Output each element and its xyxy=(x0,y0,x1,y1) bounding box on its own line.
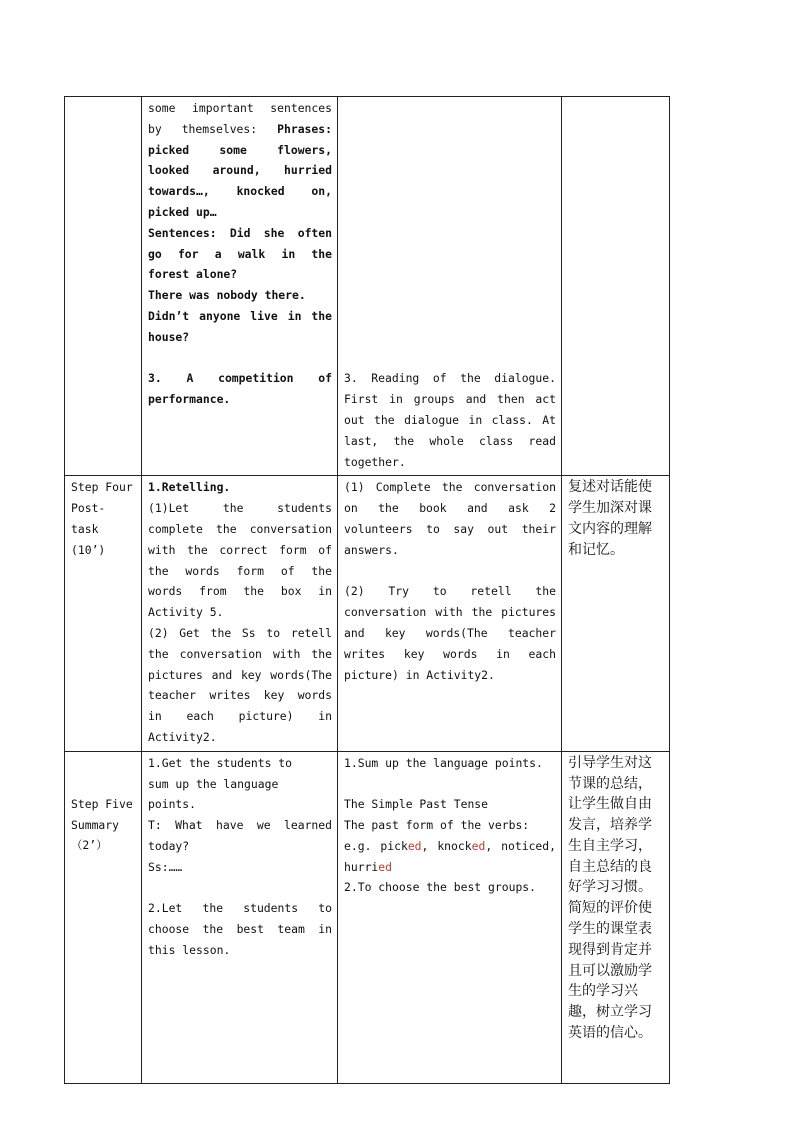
step-subtitle: Summary xyxy=(71,817,120,832)
purpose-cell xyxy=(562,97,670,476)
sentence-3: Didn’t anyone live in the house? xyxy=(148,308,332,344)
step-duration: （2’） xyxy=(71,838,108,853)
step-cell xyxy=(65,751,142,1083)
phrases-text: picked some flowers, looked around, hurried towards…, knocked on, picked up… xyxy=(148,142,332,219)
purpose-text: 简短的评价使学生的课堂表现得到肯定并且可以激励学生的学习兴趣，树立学习英语的信心。 xyxy=(568,900,652,1042)
step-subtitle: Post- xyxy=(71,501,106,516)
competition-item: 3. A competition of performance. xyxy=(148,371,332,407)
verb-suffix: ed xyxy=(407,838,422,853)
teacher-activity-cell xyxy=(142,751,338,1083)
lesson-plan-table xyxy=(64,96,670,1084)
step-cell xyxy=(65,97,142,476)
verb-stem: knock xyxy=(437,838,472,853)
student-activity-cell xyxy=(338,751,562,1083)
verb-knocked: knocked, xyxy=(437,838,493,853)
table-row xyxy=(65,476,670,751)
student-step-1: (1) Complete the conversation on the book and ask 2 volunteers to say out their answers. xyxy=(344,480,556,557)
verb-stem: pick xyxy=(380,838,408,853)
purpose-cell xyxy=(562,751,670,1083)
student-line: 1.Sum up the language points. xyxy=(344,755,543,770)
teacher-activity-cell xyxy=(142,97,338,476)
reading-dialogue-item: 3. Reading of the dialogue. First in groups and then act out the dialogue in class. At last, the whole class read together. xyxy=(344,371,556,469)
verb-text: noticed xyxy=(501,838,550,853)
table-row xyxy=(65,751,670,1083)
intro-text: some important sentences by themselves: xyxy=(148,101,332,136)
eg-label: e.g. xyxy=(344,838,372,853)
step-duration: (10’) xyxy=(71,542,106,557)
student-line: The past form of the verbs: xyxy=(344,818,530,833)
sentence-1: Did she often go for a walk in the forest alone? xyxy=(148,225,332,282)
teacher-step-1: (1)Let the students complete the conversation with the correct form of the words form of the words from the box in Activity 5. xyxy=(148,501,332,620)
sentences-label: Sentences: xyxy=(148,225,217,240)
verb-suffix: ed xyxy=(471,838,486,853)
student-activity-cell xyxy=(338,476,562,751)
table-row xyxy=(65,97,670,476)
teacher-line: sum up the language points. xyxy=(148,776,279,812)
verb-suffix: ed xyxy=(378,859,393,874)
grammar-topic: The Simple Past Tense xyxy=(344,797,489,812)
verb-examples xyxy=(344,836,556,878)
teacher-line: 1.Get the students to xyxy=(148,755,293,770)
step-subtitle: task xyxy=(71,521,99,536)
teacher-step-2: (2) Get the Ss to retell the conversation with the pictures and key words(The teacher writes key words in each picture) in Activity2. xyxy=(148,625,332,744)
student-activity-cell xyxy=(338,97,562,476)
teacher-question: T: What have we learned today? xyxy=(148,818,332,853)
verb-noticed: noticed, xyxy=(501,838,557,853)
teacher-intro xyxy=(148,98,332,223)
verb-hurried xyxy=(344,860,392,874)
teacher-step-2: 2.Let the students to choose the best team in this lesson. xyxy=(148,901,332,957)
teacher-activity-cell xyxy=(142,476,338,751)
verb-picked: picked, xyxy=(380,838,429,853)
purpose-cell xyxy=(562,476,670,751)
verb-stem: hurri xyxy=(344,859,379,874)
sentence-2: There was nobody there. xyxy=(148,288,306,303)
purpose-text: 引导学生对这节课的总结，让学生做自由发言，培养学生自主学习，自主总结的良好学习习惯。 xyxy=(568,754,652,896)
student-step-2: (2) Try to retell the conversation with the pictures and key words(The teacher writes key words in each picture) in Activity2. xyxy=(344,584,556,682)
step-cell xyxy=(65,476,142,751)
sentences-block xyxy=(148,223,332,285)
phrases-label: Phrases: xyxy=(277,121,332,136)
students-response: Ss:…… xyxy=(148,859,183,874)
step-name: Step Five xyxy=(71,796,133,811)
retelling-title: 1.Retelling. xyxy=(148,480,231,495)
student-step-2: 2.To choose the best groups. xyxy=(344,880,537,895)
step-name: Step Four xyxy=(71,480,133,495)
purpose-text: 复述对话能使学生加深对课文内容的理解和记忆。 xyxy=(568,479,652,558)
